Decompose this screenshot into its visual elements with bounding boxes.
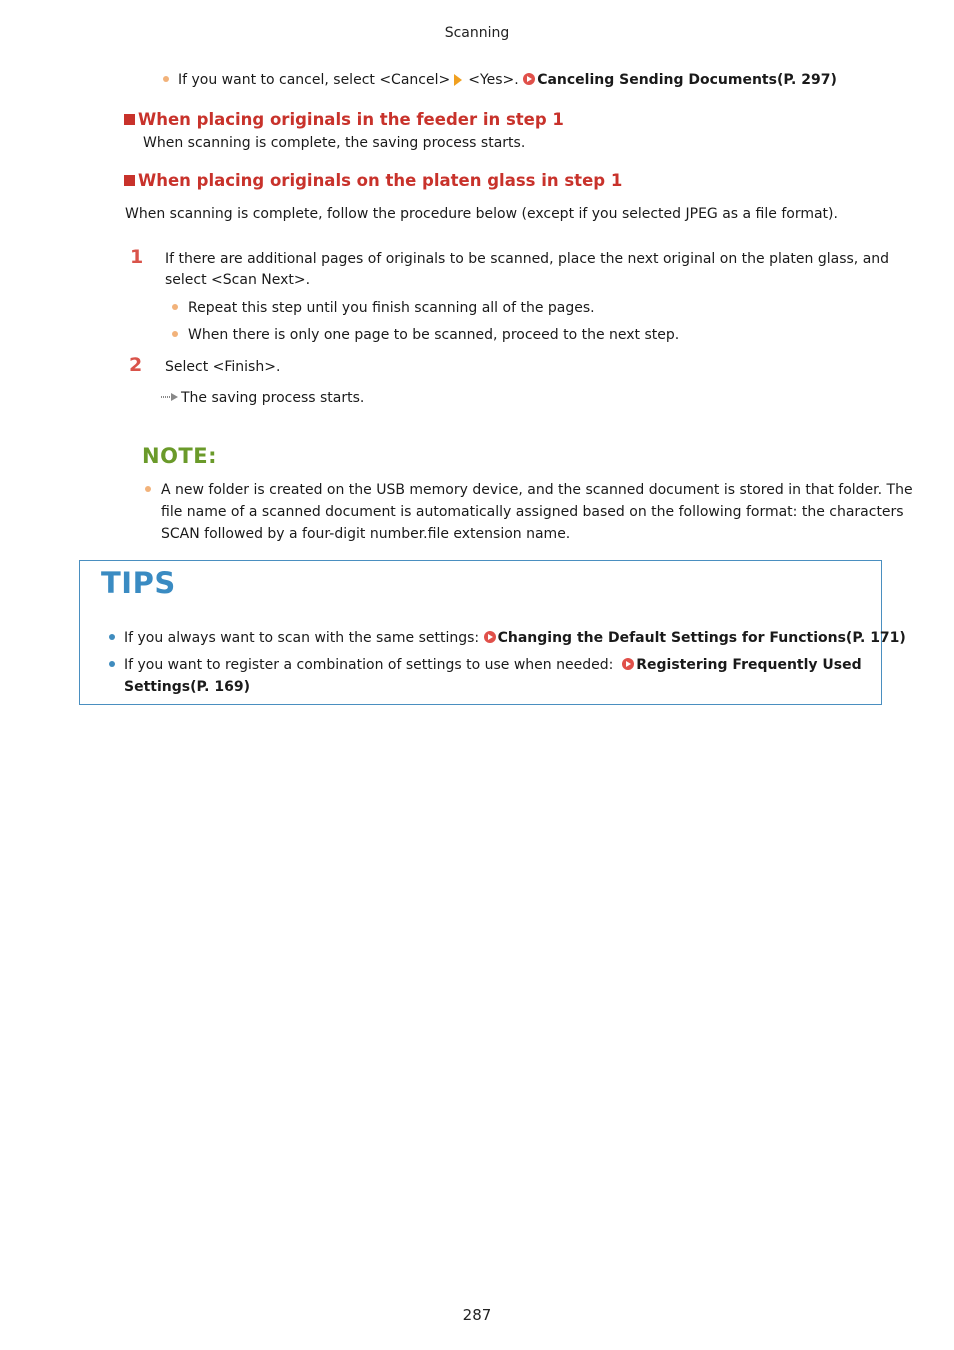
note-title: NOTE: [142,444,217,468]
bullet-dot [109,661,115,667]
cancel-instruction [178,70,837,90]
step-2-result-text: The saving process starts. [181,390,365,406]
cancel-text: If you want to cancel, select <Cancel> [178,72,451,88]
step-1-bullet-2: When there is only one page to be scanned, proceed to the next step. [188,327,680,343]
step-1-bullet-1: Repeat this step until you finish scanning all of the pages. [188,300,595,316]
section-platen-intro: When scanning is complete, follow the procedure below (except if you selected JPEG as a file format). [125,206,838,222]
section-feeder-title: When placing originals in the feeder in step 1 [138,110,564,129]
page-header: Scanning [444,25,510,41]
tips-item-2 [124,655,862,675]
cancel-link[interactable]: Canceling Sending Documents(P. 297) [537,72,837,88]
bullet-dot [145,486,151,492]
section-feeder-body: When scanning is complete, the saving process starts. [143,135,526,151]
tips-item-2-link-part-2[interactable]: Settings(P. 169) [124,679,250,695]
tips-title: TIPS [101,566,176,600]
section-title-platen [124,171,622,190]
section-marker-icon [124,114,135,125]
tips-item-1 [124,628,906,648]
bullet-dot [109,634,115,640]
step-1-line-2: select <Scan Next>. [165,272,311,288]
step-2-line-1: Select <Finish>. [165,359,281,375]
bullet-dot [163,76,169,82]
result-arrow-icon [161,393,178,401]
section-title-feeder [124,110,564,129]
tips-item-1-link[interactable]: Changing the Default Settings for Functions(P. 171) [497,630,906,646]
bullet-dot [172,331,178,337]
tips-item-2-text: If you want to register a combination of settings to use when needed: [124,657,614,673]
step-number-2: 2 [129,354,143,376]
link-icon [523,73,535,85]
note-line-2: file name of a scanned document is automatically assigned based on the following format: the characters [161,504,904,520]
section-marker-icon [124,175,135,186]
section-platen-title: When placing originals on the platen glass in step 1 [138,171,623,190]
bullet-dot [172,304,178,310]
step-1-line-1: If there are additional pages of originals to be scanned, place the next original on the platen glass, and [165,251,890,267]
link-icon [622,658,634,670]
link-icon [484,631,496,643]
arrow-right-icon [454,74,462,86]
note-line-3: SCAN followed by a four-digit number.file extension name. [161,526,571,542]
note-line-1: A new folder is created on the USB memory device, and the scanned document is stored in that folder. The [161,482,913,498]
step-number-1: 1 [130,246,144,268]
tips-item-2-link-part-1[interactable]: Registering Frequently Used [636,657,862,673]
yes-text: <Yes>. [468,72,519,88]
page-number: 287 [462,1306,492,1324]
step-2-result [161,388,364,408]
tips-item-1-text: If you always want to scan with the same settings: [124,630,480,646]
